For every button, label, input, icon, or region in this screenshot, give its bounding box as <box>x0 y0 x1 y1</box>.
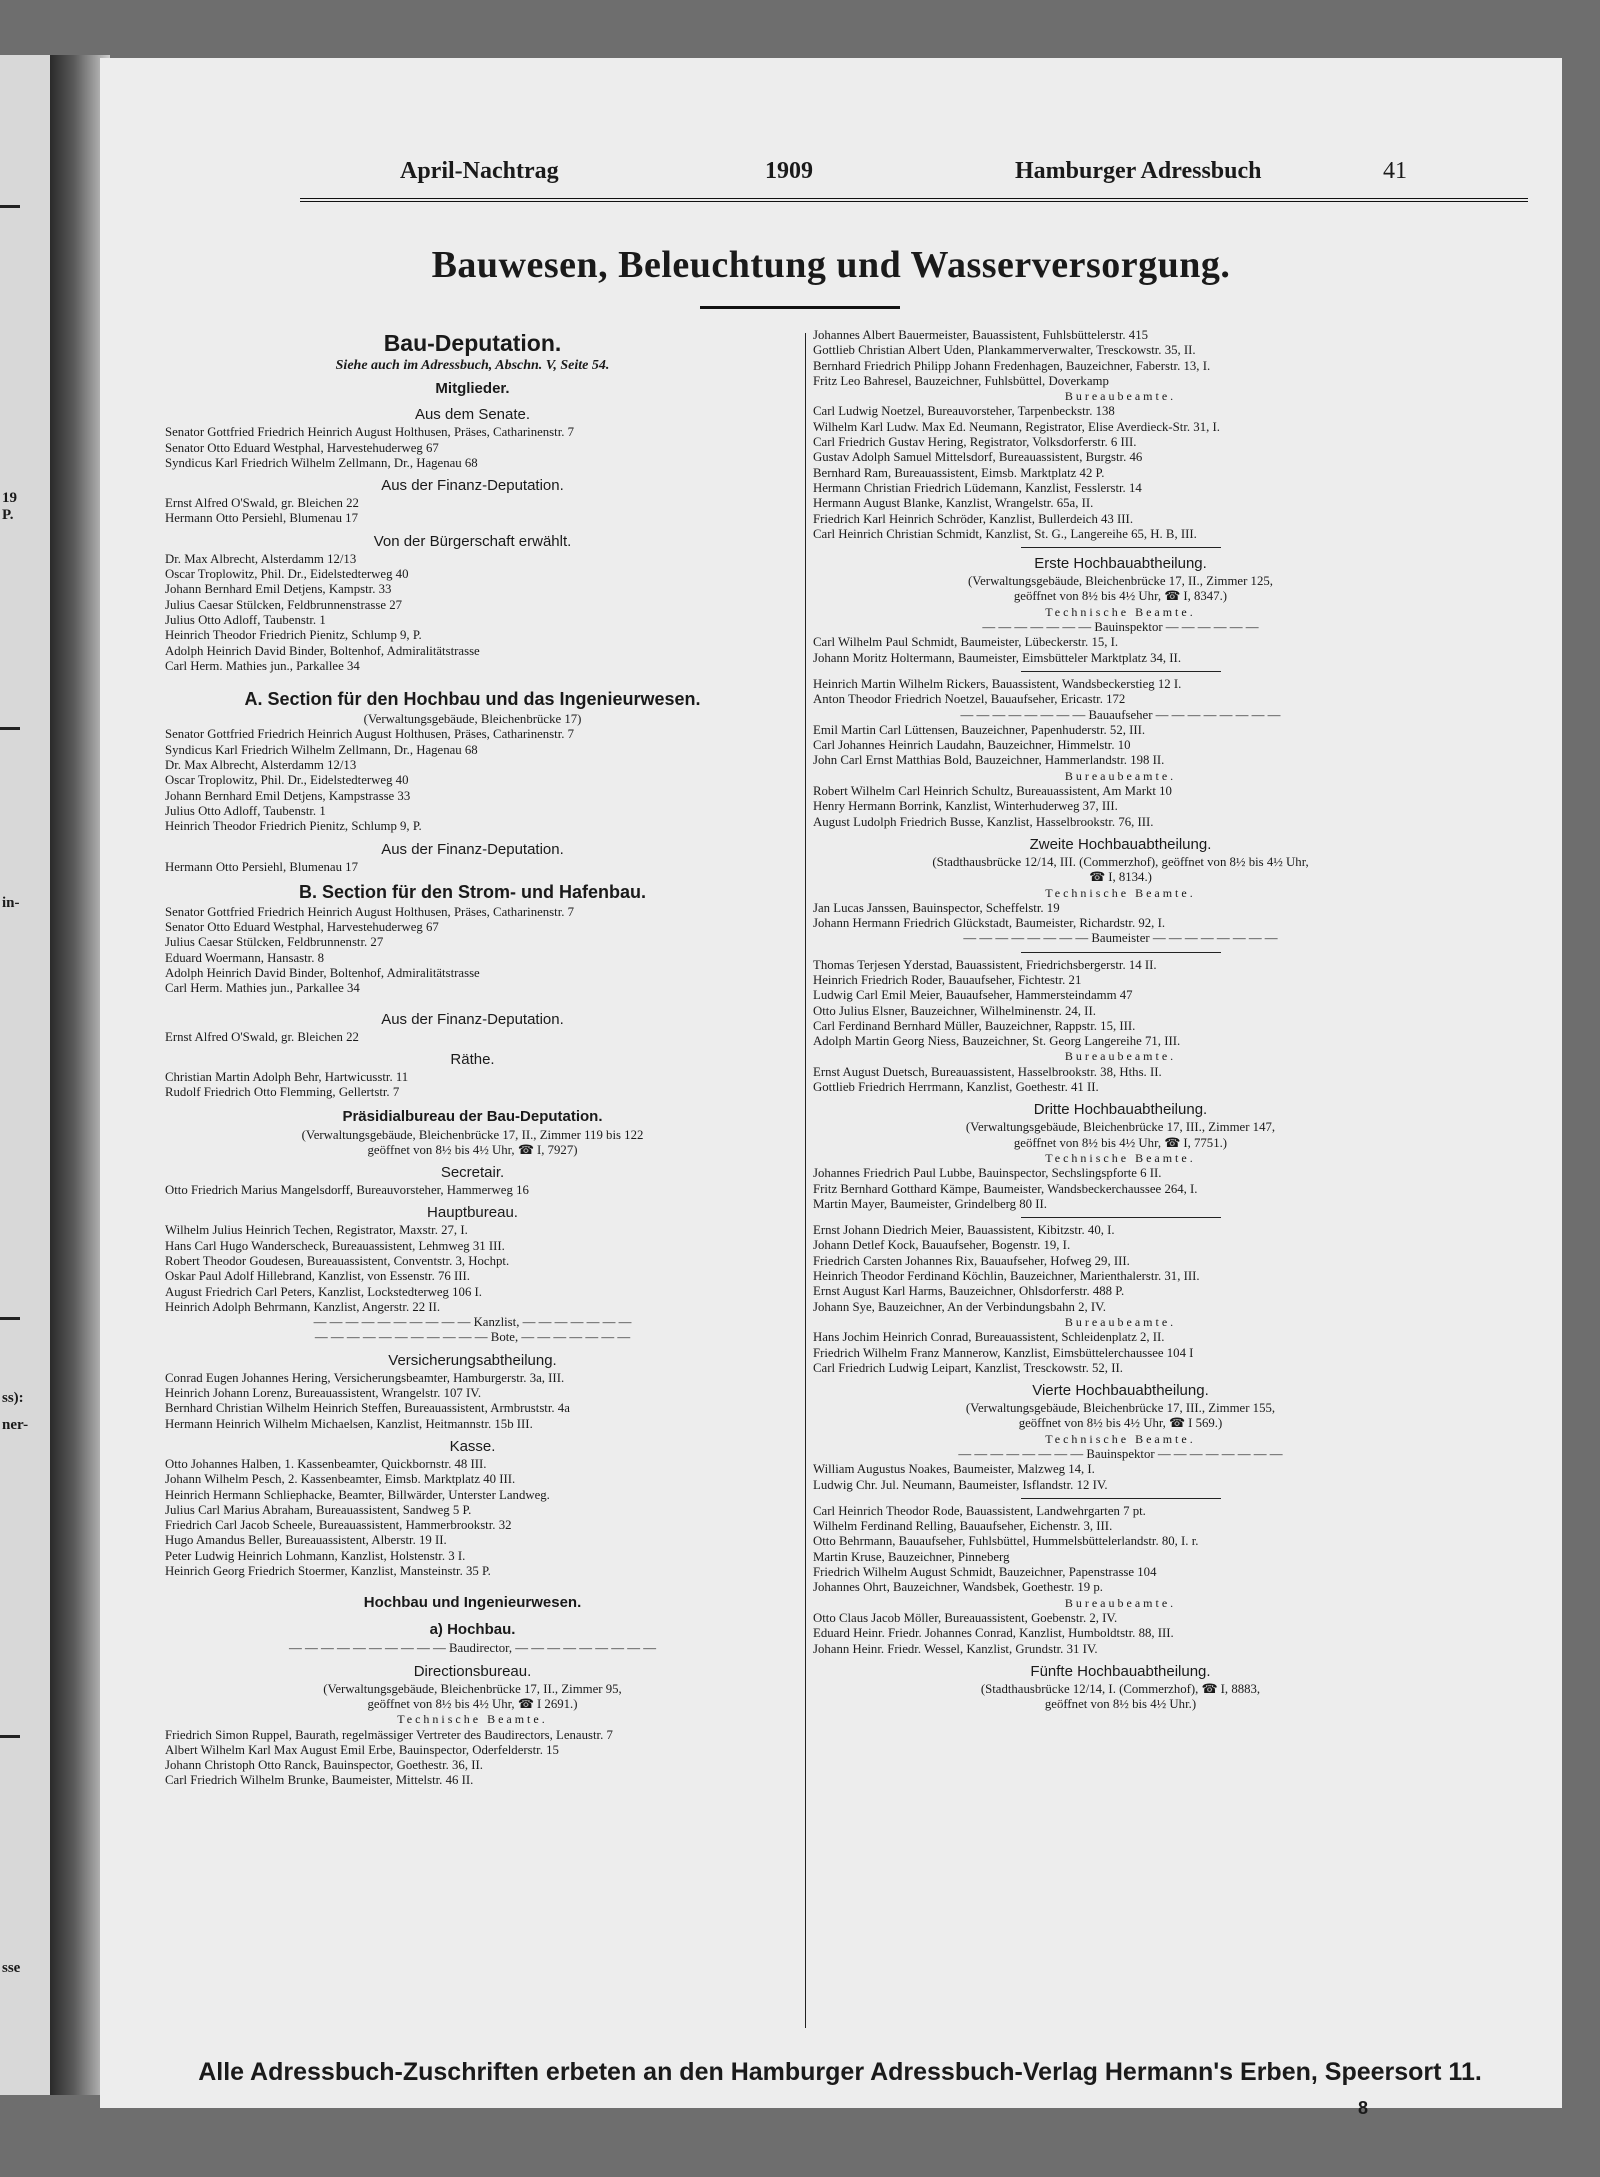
entry-line: Carl Wilhelm Paul Schmidt, Baumeister, Lübeckerstr. 15, I. <box>813 635 1119 650</box>
header-book: Hamburger Adressbuch <box>1015 158 1262 184</box>
entry-line: Eduard Heinr. Friedr. Johannes Conrad, Kanzlist, Humboldtstr. 88, III. <box>813 1626 1174 1641</box>
entry-line: Carl Ludwig Noetzel, Bureauvorsteher, Tarpenbeckstr. 138 <box>813 404 1115 419</box>
entry-line: Ludwig Chr. Jul. Neumann, Baumeister, Isflandstr. 12 IV. <box>813 1477 1108 1492</box>
office-note: — — — — — — — — — — — Bote, — — — — — — — <box>314 1330 631 1345</box>
entry-line: Senator Gottfried Friedrich Heinrich August Holthusen, Präses, Catharinenstr. 7 <box>165 904 575 919</box>
separator <box>1021 547 1221 548</box>
entry-line: Johann Detlef Kock, Bauaufseher, Bogenstr. 19, I. <box>813 1238 1071 1253</box>
entry-line: Carl Johannes Heinrich Laudahn, Bauzeichner, Himmelstr. 10 <box>813 738 1131 753</box>
entry-line: Carl Friedrich Ludwig Leipart, Kanzlist, Tresckowstr. 52, II. <box>813 1360 1123 1375</box>
left-fragment: ss): <box>2 1390 24 1406</box>
entry-line: Syndicus Karl Friedrich Wilhelm Zellmann, Dr., Hagenau 68 <box>165 742 478 757</box>
office-note: (Verwaltungsgebäude, Bleichenbrücke 17, II., Zimmer 119 bis 122 <box>301 1127 644 1142</box>
entry-line: Martin Kruse, Bauzeichner, Pinneberg <box>813 1549 1010 1564</box>
entry-line: Syndicus Karl Friedrich Wilhelm Zellmann, Dr., Hagenau 68 <box>165 455 478 470</box>
entry-line: Peter Ludwig Heinrich Lohmann, Kanzlist, Holstenstr. 3 I. <box>165 1548 466 1563</box>
office-note: — — — — — — — — Baumeister — — — — — — — — <box>963 931 1278 946</box>
entry-line: Dr. Max Albrecht, Alsterdamm 12/13 <box>165 551 357 566</box>
entry-line: Carl Herm. Mathies jun., Parkallee 34 <box>165 658 360 673</box>
page-number: 41 <box>1383 158 1407 184</box>
divider <box>0 1317 20 1320</box>
entry-line: Heinrich Martin Wilhelm Rickers, Bauassistent, Wandsbeckerstieg 12 I. <box>813 676 1182 691</box>
entry-line: Adolph Heinrich David Binder, Boltenhof, Admiralitätstrasse <box>165 643 480 658</box>
entry-line: Henry Hermann Borrink, Kanzlist, Winterhuderweg 37, III. <box>813 799 1118 814</box>
office-note: geöffnet von 8½ bis 4½ Uhr, ☎ I, 7751.) <box>1013 1135 1228 1150</box>
entry-line: Julius Otto Adloff, Taubenstr. 1 <box>165 612 326 627</box>
entry-line: Johann Hermann Friedrich Glückstadt, Baumeister, Richardstr. 92, I. <box>813 916 1166 931</box>
entry-line: Thomas Terjesen Yderstad, Bauassistent, Friedrichsbergerstr. 14 II. <box>813 957 1157 972</box>
divider <box>0 205 20 208</box>
office-note: — — — — — — — Bauinspektor — — — — — — <box>982 620 1259 635</box>
entry-line: Heinrich Adolph Behrmann, Kanzlist, Angerstr. 22 II. <box>165 1299 441 1314</box>
entry-line: Conrad Eugen Johannes Hering, Versicherungsbeamter, Hamburgerstr. 3a, III. <box>165 1370 565 1385</box>
spacer <box>165 674 780 682</box>
entry-line: Friedrich Wilhelm August Schmidt, Bauzeichner, Papenstrasse 104 <box>813 1565 1157 1580</box>
entry-line: Otto Behrmann, Bauaufseher, Fuhlsbüttel, Hummelsbüttelerlandstr. 80, I. r. <box>813 1534 1199 1549</box>
entry-line: Johannes Ohrt, Bauzeichner, Wandsbek, Goethestr. 19 p. <box>813 1580 1103 1595</box>
entry-line: Fritz Bernhard Gotthard Kämpe, Baumeister, Wandsbeckerchaussee 264, I. <box>813 1181 1198 1196</box>
column-divider <box>805 333 806 2028</box>
entry-line: Johann Heinr. Friedr. Wessel, Kanzlist, Grundstr. 31 IV. <box>813 1641 1098 1656</box>
footer-notice: Alle Adressbuch-Zuschriften erbeten an den Hamburger Adressbuch-Verlag Hermann's Erben, Speersort 11. <box>198 2058 1482 2086</box>
entry-line: Anton Theodor Friedrich Noetzel, Bauaufseher, Ericastr. 172 <box>813 692 1126 707</box>
entry-line: Carl Heinrich Theodor Rode, Bauassistent, Landwehrgarten 7 pt. <box>813 1503 1146 1518</box>
entry-line: Johannes Friedrich Paul Lubbe, Bauinspector, Sechslingspforte 6 II. <box>813 1166 1162 1181</box>
entry-line: Martin Mayer, Baumeister, Grindelberg 80 II. <box>813 1196 1047 1211</box>
office-note: (Verwaltungsgebäude, Bleichenbrücke 17, III., Zimmer 147, <box>965 1120 1276 1135</box>
category-label: Bureaubeamte. <box>1064 1595 1177 1610</box>
category-label: Bureaubeamte. <box>1064 768 1177 783</box>
entry-line: Hugo Amandus Beller, Bureauassistent, Alberstr. 19 II. <box>165 1533 447 1548</box>
subheading: Vierte Hochbauabtheilung. <box>1032 1382 1209 1400</box>
entry-line: Friedrich Wilhelm Franz Mannerow, Kanzlist, Eimsbüttelerchaussee 104 I <box>813 1345 1194 1360</box>
subheading: Von der Bürgerschaft erwählt. <box>373 532 572 550</box>
entry-line: Gottlieb Christian Albert Uden, Plankammerverwalter, Tresckowstr. 35, II. <box>813 343 1196 358</box>
entry-line: Hans Carl Hugo Wanderscheck, Bureauassistent, Lehmweg 31 III. <box>165 1238 505 1253</box>
category-label: Technische Beamte. <box>1045 885 1196 900</box>
category-label: Bureaubeamte. <box>1064 1049 1177 1064</box>
entry-line: Fritz Leo Bahresel, Bauzeichner, Fuhlsbüttel, Doverkamp <box>813 373 1109 388</box>
entry-line: Carl Friedrich Gustav Hering, Registrator, Volksdorferstr. 6 III. <box>813 435 1137 450</box>
entry-line: Johann Moritz Holtermann, Baumeister, Eimsbütteler Marktplatz 34, II. <box>813 650 1182 665</box>
office-note: geöffnet von 8½ bis 4½ Uhr, ☎ I, 8347.) <box>1013 589 1228 604</box>
entry-line: Carl Ferdinand Bernhard Müller, Bauzeichner, Rappstr. 15, III. <box>813 1018 1136 1033</box>
entry-line: Johannes Albert Bauermeister, Bauassistent, Fuhlsbüttelerstr. 415 <box>813 328 1148 342</box>
entry-line: Christian Martin Adolph Behr, Hartwicusstr. 11 <box>165 1069 409 1084</box>
entry-line: John Carl Ernst Matthias Bold, Bauzeichner, Hammerlandstr. 198 II. <box>813 753 1165 768</box>
section-heading: Bau-Deputation. <box>383 330 562 356</box>
cross-reference: Siehe auch im Adressbuch, Abschn. V, Seite 54. <box>335 358 610 373</box>
entry-line: Senator Otto Eduard Westphal, Harvestehuderweg 67 <box>165 440 439 455</box>
entry-line: Ernst Alfred O'Swald, gr. Bleichen 22 <box>165 1029 359 1044</box>
entry-line: Hermann Christian Friedrich Lüdemann, Kanzlist, Fesslerstr. 14 <box>813 480 1142 495</box>
divider <box>0 727 20 730</box>
office-note: — — — — — — — — Bauinspektor — — — — — — — — <box>958 1447 1283 1461</box>
entry-line: William Augustus Noakes, Baumeister, Malzweg 14, I. <box>813 1462 1095 1477</box>
office-note: geöffnet von 8½ bis 4½ Uhr.) <box>1044 1697 1197 1712</box>
title-rule <box>700 306 900 309</box>
category-label: Technische Beamte. <box>1045 604 1196 619</box>
entry-line: Ernst Alfred O'Swald, gr. Bleichen 22 <box>165 496 359 511</box>
entry-line: Friedrich Simon Ruppel, Baurath, regelmässiger Vertreter des Baudirectors, Lenaustr. 7 <box>165 1727 613 1742</box>
entry-line: Julius Caesar Stülcken, Feldbrunnenstr. 27 <box>165 935 384 950</box>
subheading: Erste Hochbauabtheilung. <box>1034 555 1207 573</box>
entry-line: Oscar Troplowitz, Phil. Dr., Eidelstedterweg 40 <box>165 567 409 582</box>
subheading: Secretair. <box>440 1164 505 1182</box>
entry-line: Heinrich Georg Friedrich Stoermer, Kanzlist, Mansteinstr. 35 P. <box>165 1564 491 1579</box>
separator <box>1021 1498 1221 1499</box>
entry-line: Carl Heinrich Christian Schmidt, Kanzlist, St. G., Langereihe 65, H. B, III. <box>813 526 1197 541</box>
entry-line: Bernhard Ram, Bureauassistent, Eimsb. Marktplatz 42 P. <box>813 465 1105 480</box>
office-note: geöffnet von 8½ bis 4½ Uhr, ☎ I, 7927) <box>367 1142 578 1157</box>
entry-line: Friedrich Carsten Johannes Rix, Bauaufseher, Hofweg 29, III. <box>813 1253 1130 1268</box>
entry-line: Oscar Troplowitz, Phil. Dr., Eidelstedterweg 40 <box>165 773 409 788</box>
office-note: ☎ I, 8134.) <box>1089 870 1152 885</box>
right-column <box>813 328 1428 1712</box>
entry-line: Dr. Max Albrecht, Alsterdamm 12/13 <box>165 758 357 773</box>
page-title: Bauwesen, Beleuchtung und Wasserversorgung. <box>431 244 1231 286</box>
office-note: — — — — — — — — — — Baudirector, — — — — — — — — — <box>288 1641 657 1656</box>
subsection-heading: Präsidialbureau der Bau-Deputation. <box>342 1107 603 1125</box>
subheading: Aus der Finanz-Deputation. <box>381 1010 564 1028</box>
entry-line: Johann Bernhard Emil Detjens, Kampstrasse 33 <box>165 788 411 803</box>
section-heading: A. Section für den Hochbau und das Ingenieurwesen. <box>244 689 701 710</box>
entry-line: Carl Friedrich Wilhelm Brunke, Baumeister, Mittelstr. 46 II. <box>165 1773 474 1788</box>
subheading: Kasse. <box>449 1437 496 1455</box>
subheading: Zweite Hochbauabtheilung. <box>1029 835 1212 853</box>
header-year: 1909 <box>765 158 813 184</box>
entry-line: Heinrich Friedrich Roder, Bauaufseher, Fichtestr. 21 <box>813 972 1082 987</box>
entry-line: Heinrich Theodor Ferdinand Köchlin, Bauzeichner, Marienthalerstr. 31, III. <box>813 1269 1200 1284</box>
entry-line: Friedrich Karl Heinrich Schröder, Kanzlist, Bullerdeich 43 III. <box>813 511 1134 526</box>
entry-line: Otto Claus Jacob Möller, Bureauassistent, Goebenstr. 2, IV. <box>813 1610 1118 1625</box>
office-note: — — — — — — — — Bauaufseher — — — — — — — — <box>960 707 1281 722</box>
entry-line: Heinrich Theodor Friedrich Pienitz, Schlump 9, P. <box>165 819 422 834</box>
entry-line: Ernst August Karl Harms, Bauzeichner, Ohlsdorferstr. 488 P. <box>813 1284 1125 1299</box>
entry-line: Heinrich Johann Lorenz, Bureauassistent, Wrangelstr. 107 IV. <box>165 1386 482 1401</box>
entry-line: Ernst Johann Diedrich Meier, Bauassistent, Kibitzstr. 40, I. <box>813 1223 1115 1238</box>
entry-line: Hermann August Blanke, Kanzlist, Wrangelstr. 65a, II. <box>813 496 1094 511</box>
document-page <box>100 58 1562 2118</box>
subsection-heading: a) Hochbau. <box>429 1621 516 1639</box>
entry-line: Wilhelm Ferdinand Relling, Bauaufseher, Eichenstr. 3, III. <box>813 1519 1113 1534</box>
entry-line: Otto Julius Elsner, Bauzeichner, Wilhelminenstr. 24, II. <box>813 1003 1096 1018</box>
entry-line: Hermann Otto Persiehl, Blumenau 17 <box>165 859 358 874</box>
office-note: (Verwaltungsgebäude, Bleichenbrücke 17, III., Zimmer 155, <box>965 1401 1276 1416</box>
entry-line: Senator Gottfried Friedrich Heinrich August Holthusen, Präses, Catharinenstr. 7 <box>165 425 575 440</box>
entry-line: Eduard Woermann, Hansastr. 8 <box>165 950 325 965</box>
entry-line: Oskar Paul Adolf Hillebrand, Kanzlist, von Essenstr. 76 III. <box>165 1269 470 1284</box>
spacer <box>165 997 780 1005</box>
subheading: Hauptbureau. <box>427 1204 518 1222</box>
office-note: (Verwaltungsgebäude, Bleichenbrücke 17) <box>363 712 582 727</box>
entry-line: Otto Johannes Halben, 1. Kassenbeamter, Quickbornstr. 48 III. <box>165 1456 487 1471</box>
entry-line: Heinrich Theodor Friedrich Pienitz, Schlump 9, P. <box>165 628 422 643</box>
spacer <box>165 1579 780 1587</box>
entry-line: Otto Friedrich Marius Mangelsdorff, Bureauvorsteher, Hammerweg 16 <box>165 1183 529 1198</box>
entry-line: Gottlieb Friedrich Herrmann, Kanzlist, Goethestr. 41 II. <box>813 1080 1099 1095</box>
entry-line: Jan Lucas Janssen, Bauinspector, Scheffelstr. 19 <box>813 900 1060 915</box>
office-note: — — — — — — — — — — Kanzlist, — — — — — — — <box>313 1315 632 1330</box>
subheading: Räthe. <box>450 1050 495 1068</box>
separator <box>1021 1217 1221 1218</box>
entry-line: Hans Jochim Heinrich Conrad, Bureauassistent, Schleidenplatz 2, II. <box>813 1330 1165 1345</box>
subheading: Aus dem Senate. <box>414 406 531 424</box>
entry-line: Adolph Heinrich David Binder, Boltenhof, Admiralitätstrasse <box>165 966 480 981</box>
category-label: Technische Beamte. <box>397 1712 548 1727</box>
office-note: geöffnet von 8½ bis 4½ Uhr, ☎ I 2691.) <box>367 1696 578 1711</box>
entry-line: Wilhelm Julius Heinrich Techen, Registrator, Maxstr. 27, I. <box>165 1223 468 1238</box>
subheading: Dritte Hochbauabtheilung. <box>1033 1101 1208 1119</box>
subheading: Fünfte Hochbauabtheilung. <box>1030 1662 1211 1680</box>
subheading: Aus der Finanz-Deputation. <box>381 840 564 858</box>
entry-line: Robert Wilhelm Carl Heinrich Schultz, Bureauassistent, Am Markt 10 <box>813 784 1172 799</box>
entry-line: Senator Gottfried Friedrich Heinrich August Holthusen, Präses, Catharinenstr. 7 <box>165 727 575 742</box>
entry-line: Johann Christoph Otto Ranck, Bauinspector, Goethestr. 36, II. <box>165 1758 483 1773</box>
entry-line: Robert Theodor Goudesen, Bureauassistent, Conventstr. 3, Hochpt. <box>165 1253 510 1268</box>
signature-mark: 8 <box>1358 2098 1369 2118</box>
subheading: Versicherungsabtheilung. <box>388 1351 557 1369</box>
office-note: (Stadthausbrücke 12/14, III. (Commerzhof), geöffnet von 8½ bis 4½ Uhr, <box>932 854 1309 869</box>
left-fragment: ner- <box>2 1417 29 1433</box>
entry-line: Johann Bernhard Emil Detjens, Kampstr. 33 <box>165 582 392 597</box>
header-rule <box>300 198 1528 202</box>
header-left: April-Nachtrag <box>400 158 559 184</box>
separator <box>1021 671 1221 672</box>
entry-line: Carl Herm. Mathies jun., Parkallee 34 <box>165 981 360 996</box>
category-label: Bureaubeamte. <box>1064 389 1177 404</box>
entry-line: Ludwig Carl Emil Meier, Bauaufseher, Hammersteindamm 47 <box>813 988 1133 1003</box>
divider <box>0 1735 20 1738</box>
separator <box>1021 952 1221 953</box>
entry-line: Johann Sye, Bauzeichner, An der Verbindungsbahn 2, IV. <box>813 1299 1106 1314</box>
entry-line: Friedrich Carl Jacob Scheele, Bureauassistent, Hammerbrookstr. 32 <box>165 1518 512 1533</box>
entry-line: Adolph Martin Georg Niess, Bauzeichner, St. Georg Langereihe 71, III. <box>813 1034 1181 1049</box>
entry-line: Rudolf Friedrich Otto Flemming, Gellertstr. 7 <box>165 1085 400 1100</box>
entry-line: Hermann Heinrich Wilhelm Michaelsen, Kanzlist, Heitmannstr. 15b III. <box>165 1416 533 1431</box>
entry-line: Bernhard Christian Wilhelm Heinrich Steffen, Bureauassistent, Armbruststr. 4a <box>165 1401 570 1416</box>
office-note: geöffnet von 8½ bis 4½ Uhr, ☎ I 569.) <box>1018 1416 1223 1431</box>
entry-line: Heinrich Hermann Schliephacke, Beamter, Billwärder, Unterster Landweg. <box>165 1487 550 1502</box>
subheading: Aus der Finanz-Deputation. <box>381 477 564 495</box>
left-fragment: P. <box>2 507 14 523</box>
entry-line: August Friedrich Carl Peters, Kanzlist, Lockstedterweg 106 I. <box>165 1284 483 1299</box>
entry-line: Johann Wilhelm Pesch, 2. Kassenbeamter, Eimsb. Marktplatz 40 III. <box>165 1472 516 1487</box>
entry-line: Bernhard Friedrich Philipp Johann Fredenhagen, Bauzeichner, Faberstr. 13, I. <box>813 358 1211 373</box>
left-column <box>165 328 780 1789</box>
entry-line: Albert Wilhelm Karl Max August Emil Erbe, Bauinspector, Oderfelderstr. 15 <box>165 1742 559 1757</box>
subheading: Directionsbureau. <box>413 1662 532 1680</box>
category-label: Bureaubeamte. <box>1064 1314 1177 1329</box>
entry-line: Emil Martin Carl Lüttensen, Bauzeichner, Papenhuderstr. 52, III. <box>813 722 1146 737</box>
office-note: (Verwaltungsgebäude, Bleichenbrücke 17, II., Zimmer 125, <box>968 574 1273 589</box>
subsection-heading: Mitglieder. <box>435 380 510 398</box>
office-note: (Verwaltungsgebäude, Bleichenbrücke 17, II., Zimmer 95, <box>323 1681 622 1696</box>
left-fragment: 19 <box>2 490 17 506</box>
entry-line: Julius Otto Adloff, Taubenstr. 1 <box>165 803 326 818</box>
left-fragment: sse <box>2 1960 21 1976</box>
subsection-heading: Hochbau und Ingenieurwesen. <box>363 1594 582 1612</box>
entry-line: Senator Otto Eduard Westphal, Harvestehuderweg 67 <box>165 920 439 935</box>
entry-line: Gustav Adolph Samuel Mittelsdorf, Bureauassistent, Burgstr. 46 <box>813 450 1143 465</box>
entry-line: Julius Caesar Stülcken, Feldbrunnenstrasse 27 <box>165 597 403 612</box>
category-label: Technische Beamte. <box>1045 1431 1196 1446</box>
entry-line: Hermann Otto Persiehl, Blumenau 17 <box>165 511 358 526</box>
office-note: (Stadthausbrücke 12/14, I. (Commerzhof), ☎ I, 8883, <box>980 1681 1261 1696</box>
entry-line: Julius Carl Marius Abraham, Bureauassistent, Sandweg 5 P. <box>165 1502 472 1517</box>
section-heading: B. Section für den Strom- und Hafenbau. <box>298 881 646 902</box>
left-fragment: in- <box>2 895 20 911</box>
category-label: Technische Beamte. <box>1045 1150 1196 1165</box>
entry-line: August Ludolph Friedrich Busse, Kanzlist, Hasselbrookstr. 76, III. <box>813 814 1154 829</box>
entry-line: Ernst August Duetsch, Bureauassistent, Hasselbrookstr. 38, Hths. II. <box>813 1064 1162 1079</box>
entry-line: Wilhelm Karl Ludw. Max Ed. Neumann, Registrator, Elise Averdieck-Str. 31, I. <box>813 419 1220 434</box>
